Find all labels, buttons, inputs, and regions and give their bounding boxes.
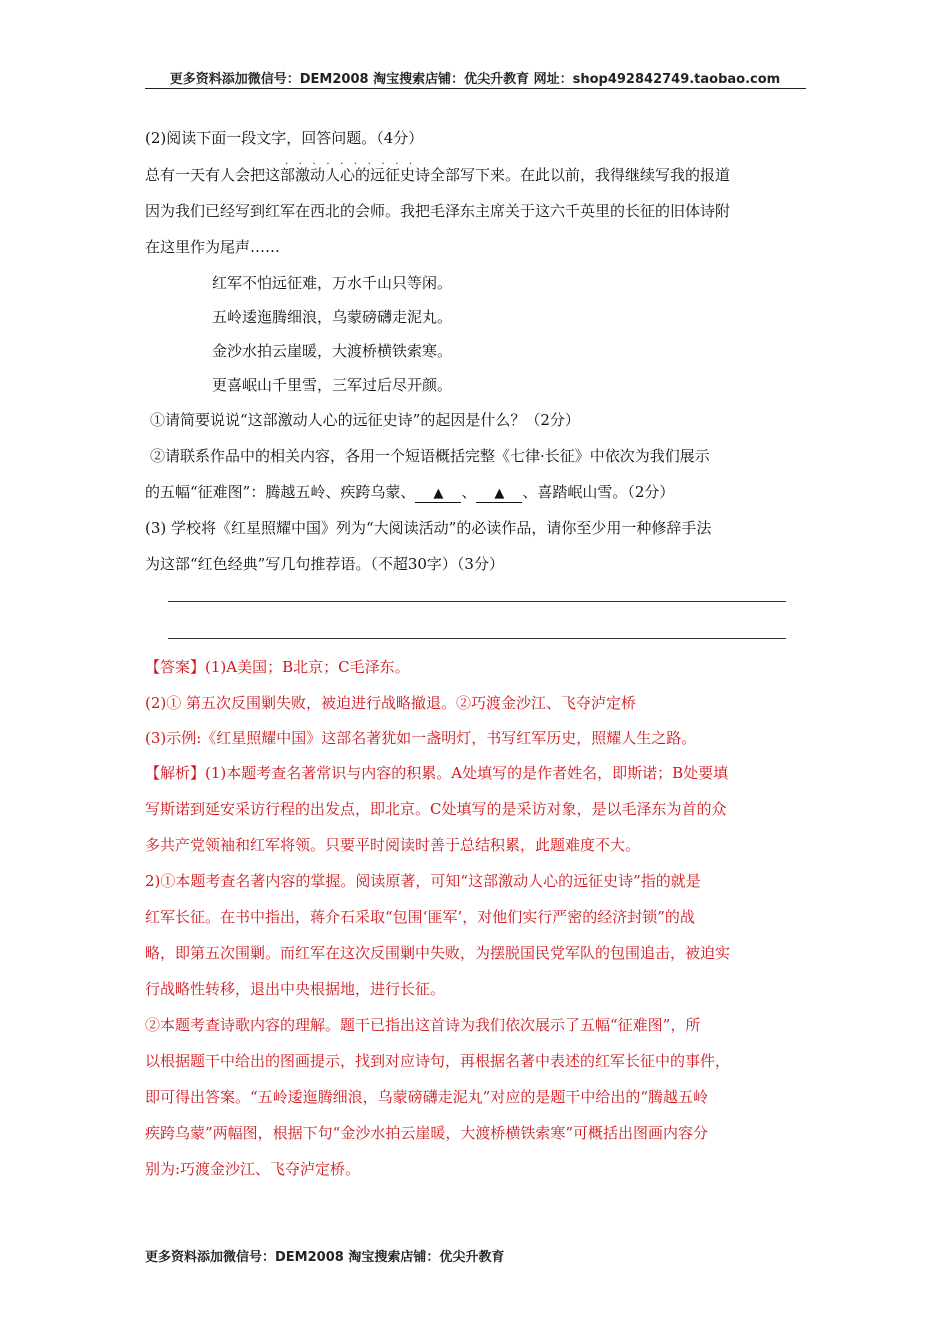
sub-question-1: ①请简要说说“这部激动人心的远征史诗”的起因是什么？（2分） (150, 411, 580, 429)
answer-line-3: (3)示例:《红星照耀中国》这部名著犹如一盏明灯，书写红军历史，照耀人生之路。 (145, 729, 697, 747)
sub-question-2-text-a: 的五幅“征难图”：腾越五岭、疾跨乌蒙、 (145, 483, 416, 501)
page-footer: 更多资料添加微信号：DEM2008 淘宝搜索店铺：优尖升教育 (145, 1250, 505, 1265)
analysis-line-5: 红军长征。在书中指出，蒋介石采取“包围‘匪军’，对他们实行严密的经济封锁”的战 (145, 908, 695, 926)
blank-separator: 、 (461, 483, 477, 501)
analysis-line-8: ②本题考查诗歌内容的理解。题干已指出这首诗为我们依次展示了五幅“征难图”，所 (145, 1016, 701, 1034)
answer-line-1: 【答案】(1)A美国；B北京；C毛泽东。 (145, 658, 410, 676)
analysis-line-1: 【解析】(1)本题考查名著常识与内容的积累。A处填写的是作者姓名，即斯诺；B处要填 (145, 764, 729, 782)
analysis-line-12: 别为:巧渡金沙江、飞夺泸定桥。 (145, 1160, 361, 1178)
analysis-line-11: 疾跨乌蒙”两幅图，根据下句“金沙水拍云崖暖，大渡桥横铁索寒”可概括出图画内容分 (145, 1124, 709, 1142)
passage-line-1: 总有一天有人会把这部激动人心的远征史诗全部写下来。在此以前，我得继续写我的报道 (145, 166, 731, 184)
poem-line-2: 五岭逶迤腾细浪，乌蒙磅礴走泥丸。 (212, 308, 453, 326)
answer-writing-line-1[interactable] (168, 601, 786, 602)
poem-line-1: 红军不怕远征难，万水千山只等闲。 (212, 274, 453, 292)
header-divider (145, 88, 806, 89)
passage-line-2: 因为我们已经写到红军在西北的会师。我把毛泽东主席关于这六千英里的长征的旧体诗附 (145, 202, 731, 220)
poem-line-3: 金沙水拍云崖暖，大渡桥横铁索寒。 (212, 342, 453, 360)
passage-line-3: 在这里作为尾声…… (145, 238, 281, 256)
question-3-line-1: (3) 学校将《红星照耀中国》列为“大阅读活动”的必读作品，请你至少用一种修辞手法 (145, 519, 712, 537)
analysis-line-9: 以根据题干中给出的图画提示，找到对应诗句，再根据名著中表述的红军长征中的事件， (145, 1052, 731, 1070)
analysis-line-3: 多共产党领袖和红军将领。只要平时阅读时善于总结积累，此题难度不大。 (145, 836, 641, 854)
analysis-line-7: 行战略性转移，退出中央根据地，进行长征。 (145, 980, 446, 998)
answer-writing-line-2[interactable] (168, 638, 786, 639)
sub-question-2-line-1: ②请联系作品中的相关内容，各用一个短语概括完整《七律·长征》中依次为我们展示 (150, 447, 710, 465)
sub-question-2-text-b: 、喜踏岷山雪。（2分） (522, 483, 675, 501)
analysis-line-4: 2)①本题考查名著内容的掌握。阅读原著，可知“这部激动人心的远征史诗”指的就是 (145, 872, 701, 890)
poem-line-4: 更喜岷山千里雪，三军过后尽开颜。 (212, 376, 453, 394)
analysis-line-2: 写斯诺到延安采访行程的出发点，即北京。C处填写的是采访对象，是以毛泽东为首的众 (145, 800, 727, 818)
answer-blank-1[interactable]: ▲ (415, 486, 461, 503)
analysis-line-10: 即可得出答案。“五岭逶迤腾细浪，乌蒙磅礴走泥丸”对应的是题干中给出的“腾越五岭 (145, 1088, 709, 1106)
question-2-intro: (2)阅读下面一段文字，回答问题。（4分） (145, 129, 424, 147)
emphasis-dots: .......... (285, 156, 423, 167)
answer-blank-2[interactable]: ▲ (476, 486, 522, 503)
page-header: 更多资料添加微信号：DEM2008 淘宝搜索店铺：优尖升教育 网址：shop492842749.taobao.com (169, 72, 781, 87)
question-3-line-2: 为这部“红色经典”写几句推荐语。（不超30字）（3分） (145, 555, 504, 573)
sub-question-2-line-2 (145, 482, 674, 503)
answer-line-2: (2)① 第五次反围剿失败，被迫进行战略撤退。②巧渡金沙江、飞夺泸定桥 (145, 694, 637, 712)
analysis-line-6: 略，即第五次围剿。而红军在这次反围剿中失败，为摆脱国民党军队的包围追击，被迫实 (145, 944, 731, 962)
